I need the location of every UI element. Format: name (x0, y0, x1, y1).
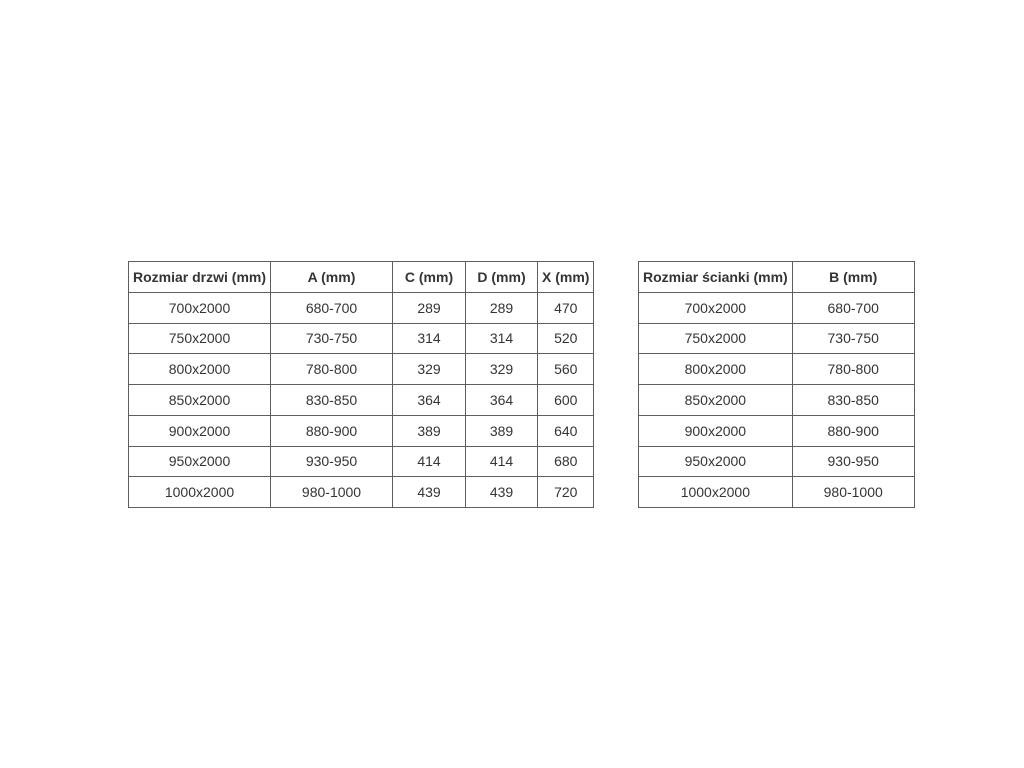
table-cell: 750x2000 (639, 323, 793, 354)
column-header: X (mm) (538, 262, 594, 293)
table-cell: 850x2000 (129, 385, 271, 416)
table-cell: 700x2000 (129, 292, 271, 323)
table-cell: 950x2000 (639, 446, 793, 477)
table-cell: 980-1000 (271, 477, 393, 508)
table-cell: 389 (393, 415, 466, 446)
column-header: Rozmiar drzwi (mm) (129, 262, 271, 293)
table-cell: 850x2000 (639, 385, 793, 416)
table-cell: 830-850 (792, 385, 914, 416)
table-row (639, 323, 915, 354)
wall-panel-sizes-table-header (639, 262, 915, 293)
table-cell: 830-850 (271, 385, 393, 416)
table-cell: 930-950 (271, 446, 393, 477)
table-row (639, 415, 915, 446)
table-cell: 950x2000 (129, 446, 271, 477)
table-cell: 640 (538, 415, 594, 446)
table-cell: 414 (393, 446, 466, 477)
column-header: Rozmiar ścianki (mm) (639, 262, 793, 293)
table-cell: 930-950 (792, 446, 914, 477)
table-cell: 389 (466, 415, 538, 446)
table-cell: 329 (393, 354, 466, 385)
column-header: D (mm) (466, 262, 538, 293)
table-cell: 1000x2000 (129, 477, 271, 508)
table-cell: 700x2000 (639, 292, 793, 323)
table-row (129, 292, 594, 323)
table-cell: 750x2000 (129, 323, 271, 354)
table-cell: 730-750 (271, 323, 393, 354)
table-cell: 730-750 (792, 323, 914, 354)
table-row (639, 446, 915, 477)
table-cell: 329 (466, 354, 538, 385)
header-row (129, 262, 594, 293)
column-header: A (mm) (271, 262, 393, 293)
table-cell: 680-700 (792, 292, 914, 323)
table-row (639, 477, 915, 508)
table-cell: 880-900 (792, 415, 914, 446)
table-row (639, 385, 915, 416)
table-cell: 364 (466, 385, 538, 416)
table-row (129, 385, 594, 416)
wall-panel-sizes-table (638, 261, 915, 508)
table-cell: 900x2000 (129, 415, 271, 446)
table-row (129, 354, 594, 385)
table-cell: 1000x2000 (639, 477, 793, 508)
table-cell: 314 (466, 323, 538, 354)
table-cell: 980-1000 (792, 477, 914, 508)
table-cell: 800x2000 (639, 354, 793, 385)
table-cell: 470 (538, 292, 594, 323)
table-cell: 600 (538, 385, 594, 416)
header-row (639, 262, 915, 293)
table-cell: 720 (538, 477, 594, 508)
wall-panel-sizes-table-body (639, 292, 915, 507)
table-row (639, 354, 915, 385)
door-sizes-table (128, 261, 594, 508)
table-cell: 439 (466, 477, 538, 508)
table-cell: 780-800 (271, 354, 393, 385)
table-row (129, 446, 594, 477)
column-header: B (mm) (792, 262, 914, 293)
table-cell: 364 (393, 385, 466, 416)
table-row (129, 477, 594, 508)
table-cell: 314 (393, 323, 466, 354)
table-cell: 560 (538, 354, 594, 385)
table-cell: 520 (538, 323, 594, 354)
table-cell: 289 (466, 292, 538, 323)
table-cell: 414 (466, 446, 538, 477)
column-header: C (mm) (393, 262, 466, 293)
table-row (129, 415, 594, 446)
table-cell: 880-900 (271, 415, 393, 446)
table-cell: 680 (538, 446, 594, 477)
table-cell: 289 (393, 292, 466, 323)
table-row (129, 323, 594, 354)
door-sizes-table-header (129, 262, 594, 293)
table-row (639, 292, 915, 323)
table-cell: 800x2000 (129, 354, 271, 385)
table-cell: 439 (393, 477, 466, 508)
door-sizes-table-body (129, 292, 594, 507)
table-cell: 780-800 (792, 354, 914, 385)
table-cell: 900x2000 (639, 415, 793, 446)
table-cell: 680-700 (271, 292, 393, 323)
